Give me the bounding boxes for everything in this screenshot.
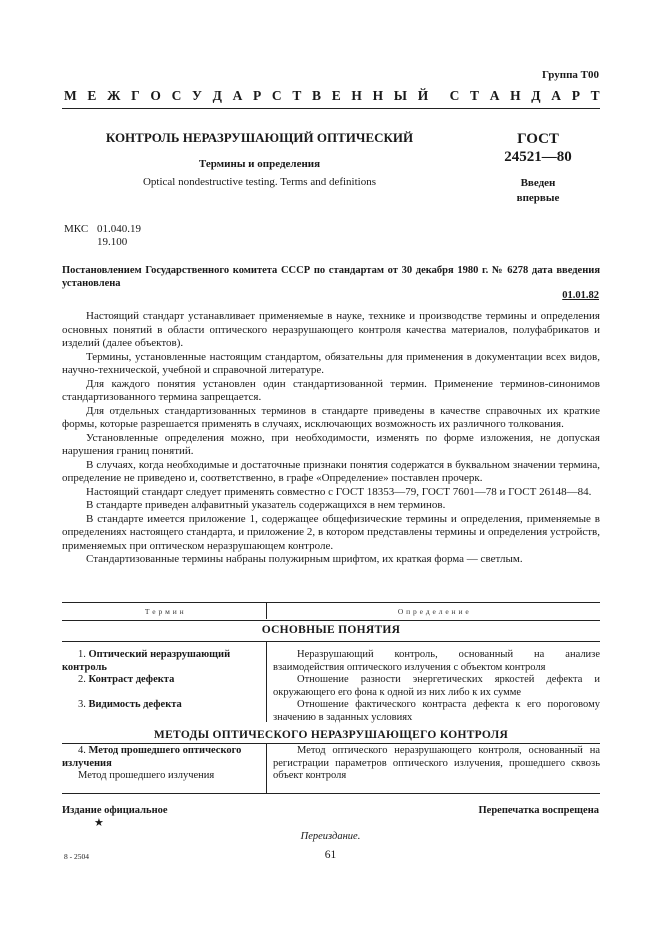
banner-letter: Ж [107,88,121,103]
section-basic-concepts: ОСНОВНЫЕ ПОНЯТИЯ [261,624,401,636]
paragraph-1: Настоящий стандарт устанавливает применяемые в науке, технике и производстве термины и определения основных понятий в области оптического неразрушающего контроля качества материалов, полуфабрикатов и изделий (далее объектов). [62,310,600,349]
decree-text: Постановлением Государственного комитета СССР по стандартам от 30 декабря 1980 г. № 6278 дата введения установлена [62,265,600,289]
banner-letter: В [312,88,322,103]
mks-codes [64,223,141,249]
table-header [62,602,600,621]
banner-letter: М [64,88,77,103]
banner-letter: Н [510,88,521,103]
table-row-2-term [62,674,262,687]
column-divider-header [266,602,267,619]
banner-letter: У [192,88,202,103]
banner-letter: Е [331,88,341,103]
definition-text: Неразрушающий контроль, основанный на анализе взаимодействия оптического излучения с объектом контроля [273,649,600,673]
gost-number [478,130,598,166]
document-title: КОНТРОЛЬ НЕРАЗРУШАЮЩИЙ ОПТИЧЕСКИЙ [105,130,414,145]
term-number: 2. [78,674,86,685]
paragraph-2: Термины, установленные настоящим стандартом, обязательны для применения в документации всех видов, научно-технической, учебной и справочной литературе. [62,350,600,376]
english-title: Optical nondestructive testing. Terms and definitions [142,176,377,188]
star-icon: ★ [94,817,104,829]
banner-letter: А [551,88,562,103]
banner-letter: Д [531,88,541,103]
banner-letter: С [449,88,460,103]
definition-text: Отношение разности энергетических яркостей дефекта и окружающего его фона к одной из них либо к их сумме [273,674,600,698]
section2-rule [62,743,600,744]
term-name: Видимость дефекта [88,699,182,710]
definition-text: Метод оптического неразрушающего контроля, основанный на регистрации параметров оптического излучения, прошедшего сквозь объект контроля [273,745,600,781]
term-short-form: Метод прошедшего излучения [78,770,215,781]
table-row-4-definition [273,745,600,783]
table-row-3-term [62,699,262,712]
introduced-line2: впервые [516,192,560,204]
banner-letter: Й [417,88,429,103]
table-row-1-definition [273,649,600,674]
banner-letter: О [150,88,161,103]
banner-letter: Т [590,88,600,103]
reprint-prohibited: Перепечатка воспрещена [478,805,599,816]
paragraph-6: В случаях, когда необходимые и достаточные признаки понятия содержатся в буквальном значении термина, определение не приведено и, соответственно, в графе «Определение» поставлен прочерк. [62,458,600,484]
table-bottom-rule [62,793,600,794]
term-name: Контраст дефекта [88,674,175,685]
term-number: 3. [78,699,86,710]
banner-letter: Р [253,88,262,103]
column-definition: О п р е д е л е н и е [397,607,470,616]
term-name: Оптический неразрушающий контроль [62,649,231,673]
mks-label: МКС [64,223,89,235]
column-divider-2 [266,743,267,793]
interstate-standard-banner [64,88,600,104]
banner-letter: Т [292,88,302,103]
official-edition: Издание официальное [62,805,168,816]
banner-letter: Н [372,88,384,103]
paragraph-3: Для каждого понятия установлен один стандартизованной термин. Применение терминов-синонимов стандартизованного термина запрещается. [62,377,600,403]
reissue-note: Переиздание. [300,831,361,842]
gost-label: ГОСТ [517,131,559,147]
banner-letter: Е [87,88,97,103]
table-row-4-term [62,745,262,783]
table-row-2-definition [273,674,600,699]
banner-letter: Н [351,88,362,103]
mks-code-1: 01.040.19 [97,223,141,235]
section1-rule [62,641,600,642]
banner-letter: С [171,88,182,103]
mks-code-2: 19.100 [97,236,128,248]
paragraph-10: Стандартизованные термины набраны полужирным шрифтом, их краткая форма — светлым. [86,553,523,565]
banner-letter: Д [212,88,222,103]
banner-letter: С [271,88,282,103]
introduced-note [478,176,598,206]
paragraph-4: Для отдельных стандартизованных терминов в стандарте приведены в качестве справочных их краткие формы, которые разрешается применять в случаях, исключающих возможность их различного толкования. [62,404,600,430]
group-label: Группа Т00 [541,69,599,81]
term-name: Метод прошедшего оптического излучения [62,745,242,769]
preamble [62,310,600,567]
banner-letter: Т [470,88,480,103]
term-number: 4. [78,745,86,756]
paragraph-7: Настоящий стандарт следует применять совместно с ГОСТ 18353—79, ГОСТ 7601—78 и ГОСТ 26148—84. [86,485,592,498]
banner-letter: Р [571,88,580,103]
column-divider-1 [266,641,267,722]
page-number: 61 [324,849,337,861]
document-subtitle: Термины и определения [198,158,321,170]
banner-letter: А [232,88,243,103]
banner-letter: Ы [393,88,408,103]
section-methods: МЕТОДЫ ОПТИЧЕСКОГО НЕРАЗРУШАЮЩЕГО КОНТРОЛЯ [153,729,509,741]
paragraph-5: Установленные определения можно, при необходимости, изменять по форме изложения, не допуская нарушения границ понятий. [62,431,600,457]
table-row-3-definition [273,699,600,724]
definition-text: Отношение фактического контраста дефекта к его пороговому значению в заданных условиях [273,699,600,723]
paragraph-9: В стандарте имеется приложение 1, содержащее общефизические термины и определения, применяемые в определениях настоящего стандарта, и приложение 2, в котором представлены термины и определения устройств, применяемых при оптическом неразрушающем контроле. [62,512,600,552]
paragraph-8: В стандарте приведен алфавитный указатель содержащихся в нем терминов. [86,499,446,511]
table-row-1-term [62,649,262,674]
banner-letter: А [489,88,500,103]
print-code: 8 - 2504 [64,852,89,861]
banner-letter: Г [131,88,140,103]
column-term: Т е р м и н [144,607,185,616]
introduced-line1: Введен [520,177,556,189]
effective-date: 01.01.82 [562,290,599,301]
term-number: 1. [78,649,86,660]
header-rule [62,108,600,109]
gost-code: 24521—80 [504,149,572,165]
